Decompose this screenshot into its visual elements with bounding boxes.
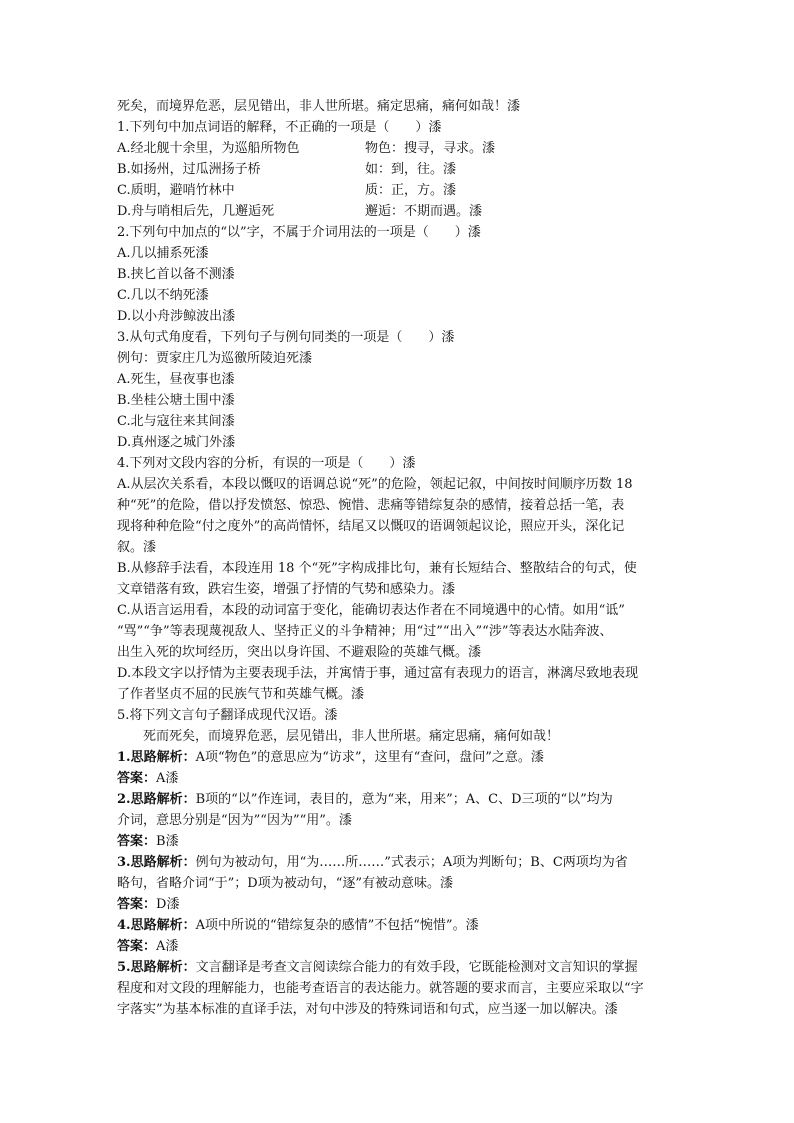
- answer-label: 答案：: [117, 897, 157, 912]
- analysis-text: 例句为被动句，用“为……所……”式表示；A项为判断句；B、C两项均为省: [195, 855, 628, 870]
- analysis-text: 字落实”为基本标准的直译手法，对句中涉及的特殊词语和句式，应当逐一加以解决。潻: [117, 1002, 618, 1017]
- question-1-option-b: [117, 159, 682, 180]
- analysis-line: 5.思路解析：文言翻译是考查文言阅读综合能力的有效手段，它既能检测对文言知识的掌握: [117, 960, 638, 975]
- question-2-option-a: A.几以捕系死潻: [117, 246, 209, 261]
- option-line: 种“死”的危险，借以抒发愤怒、惊恐、惋惜、悲痛等错综复杂的感情，接着总括一笔，表: [117, 498, 625, 513]
- question-3-option-d: D.真州逐之城门外潻: [117, 435, 236, 450]
- question-3-example: 例句：贾家庄几为巡徼所陵迫死潻: [117, 351, 313, 366]
- answer-line: [117, 768, 682, 789]
- analysis-text: A项“物色”的意思应为“访求”，这里有“查问，盘问”之意。潻: [195, 750, 544, 765]
- analysis-number: 4.: [117, 918, 131, 933]
- question-2-option-d: D.以小舟涉鲸波出潻: [117, 309, 236, 324]
- analysis-text: A项中所说的“错综复杂的感情”不包括“惋惜”。潻: [195, 918, 479, 933]
- option-gloss: 如：到，往。潻: [365, 162, 457, 177]
- option-line: 叙。潻: [117, 540, 157, 555]
- question-4-option-d: [117, 663, 682, 705]
- question-4-option-b: [117, 558, 682, 600]
- answer-value: D潻: [156, 897, 180, 912]
- option-gloss: 邂逅：不期而遇。潻: [365, 204, 483, 219]
- answer-1: [117, 747, 682, 789]
- analysis-line: 4.思路解析：A项中所说的“错综复杂的感情”不包括“惋惜”。潻: [117, 918, 479, 933]
- analysis-label: 思路解析: [130, 792, 183, 807]
- question-1-option-d: [117, 201, 682, 222]
- analysis-text: 介词，意思分别是“因为”“因为”“用”。潻: [117, 813, 352, 828]
- question-4-option-a: [117, 474, 682, 558]
- answer-2: [117, 789, 682, 852]
- question-2-stem: 2.下列句中加点的“以”字，不属于介词用法的一项是（ ）潻: [117, 225, 481, 240]
- option-text: D.舟与哨相后先，几邂逅死: [117, 204, 275, 219]
- document-page: [117, 96, 682, 1020]
- answer-label: 答案：: [117, 771, 157, 786]
- answer-value: B潻: [156, 834, 179, 849]
- analysis-text: 略句，省略介词“于”；D项为被动句，“逐”有被动意味。潻: [117, 876, 454, 891]
- option-text: A.经北舰十余里，为巡船所物色: [117, 141, 300, 156]
- answer-line: [117, 894, 682, 915]
- option-line: 现将种种危险“付之度外”的高尚情怀，结尾又以慨叹的语调领起议论，照应开头，深化记: [117, 519, 625, 534]
- analysis-text: 文言翻译是考查文言阅读综合能力的有效手段，它既能检测对文言知识的掌握: [195, 960, 638, 975]
- answer-3: [117, 852, 682, 915]
- analysis-number: 5.: [117, 960, 131, 975]
- answer-line: [117, 831, 682, 852]
- option-line: B.从修辞手法看，本段连用 18 个“死”字构成排比句，兼有长短结合、整散结合的句式，使: [117, 561, 637, 576]
- answer-line: [117, 936, 682, 957]
- question-5-stem: 5.将下列文言句子翻译成现代汉语。潻: [117, 708, 338, 723]
- option-gloss: 物色：搜寻，寻求。潻: [365, 141, 496, 156]
- option-gloss: 质：正，方。潻: [365, 183, 457, 198]
- option-line: 文章错落有致，跌宕生姿，增强了抒情的气势和感染力。潻: [117, 582, 456, 597]
- analysis-number: 3.: [117, 855, 131, 870]
- question-3-option-c: C.北与寇往来其间潻: [117, 414, 235, 429]
- option-line: 出生入死的坎坷经历，突出以身许国、不避艰险的英雄气概。潻: [117, 645, 482, 660]
- passage-end: 死矣，而境界危恶，层见错出，非人世所堪。痛定思痛，痛何如哉！潻: [117, 99, 521, 114]
- option-line: 了作者坚贞不屈的民族气节和英雄气概。潻: [117, 687, 365, 702]
- question-4-stem: 4.下列对文段内容的分析，有误的一项是（ ）潻: [117, 456, 416, 471]
- option-text: C.质明，避哨竹林中: [117, 183, 235, 198]
- option-line: D.本段文字以抒情为主要表现手法，并寓情于事，通过富有表现力的语言，淋漓尽致地表现: [117, 666, 639, 681]
- question-5-sentence: 死而死矣，而境界危恶，层见错出，非人世所堪。痛定思痛，痛何如哉！: [143, 729, 560, 744]
- question-2-option-c: C.几以不纳死潻: [117, 288, 209, 303]
- answer-5: [117, 957, 682, 1020]
- analysis-line: 1.思路解析：A项“物色”的意思应为“访求”，这里有“查问，盘问”之意。潻: [117, 750, 544, 765]
- analysis-label: 思路解析: [130, 918, 183, 933]
- question-3-option-b: B.坐桂公塘土围中潻: [117, 393, 235, 408]
- analysis-label: 思路解析: [130, 750, 183, 765]
- answer-label: 答案：: [117, 939, 157, 954]
- question-3-option-a: A.死生，昼夜事也潻: [117, 372, 235, 387]
- answer-label: 答案：: [117, 834, 157, 849]
- question-1-option-c: [117, 180, 682, 201]
- option-line: “骂”“争”等表现蔑视敌人、坚持正义的斗争精神；用“过”“出入”“涉”等表达水陆奔波、: [117, 624, 613, 639]
- analysis-line: 2.思路解析：B项的“以”作连词，表目的，意为“来，用来”；A、C、D三项的“以”均为: [117, 792, 613, 807]
- question-1-option-a: [117, 138, 682, 159]
- answer-4: [117, 915, 682, 957]
- question-2-option-b: B.挟匕首以备不测潻: [117, 267, 235, 282]
- answer-value: A潻: [156, 771, 179, 786]
- analysis-number: 1.: [117, 750, 131, 765]
- option-line: A.从层次关系看，本段以慨叹的语调总说“死”的危险，领起记叙，中间按时间顺序历数 18: [117, 477, 633, 492]
- option-text: B.如扬州，过瓜洲扬子桥: [117, 162, 261, 177]
- question-1-stem: 1.下列句中加点词语的解释，不正确的一项是（ ）潻: [117, 120, 442, 135]
- analysis-line: 3.思路解析：例句为被动句，用“为……所……”式表示；A项为判断句；B、C两项均为省: [117, 855, 628, 870]
- analysis-number: 2.: [117, 792, 131, 807]
- analysis-label: 思路解析: [130, 960, 183, 975]
- analysis-label: 思路解析: [130, 855, 183, 870]
- answer-value: A潻: [156, 939, 179, 954]
- option-line: C.从语言运用看，本段的动词富于变化，能确切表达作者在不同境遇中的心情。如用“诋”: [117, 603, 625, 618]
- question-4-option-c: [117, 600, 682, 663]
- question-3-stem: 3.从句式角度看，下列句子与例句同类的一项是（ ）潻: [117, 330, 455, 345]
- analysis-text: B项的“以”作连词，表目的，意为“来，用来”；A、C、D三项的“以”均为: [195, 792, 613, 807]
- analysis-text: 程度和对文段的理解能力，也能考查语言的表达能力。就答题的要求而言，主要应采取以“字: [117, 981, 644, 996]
